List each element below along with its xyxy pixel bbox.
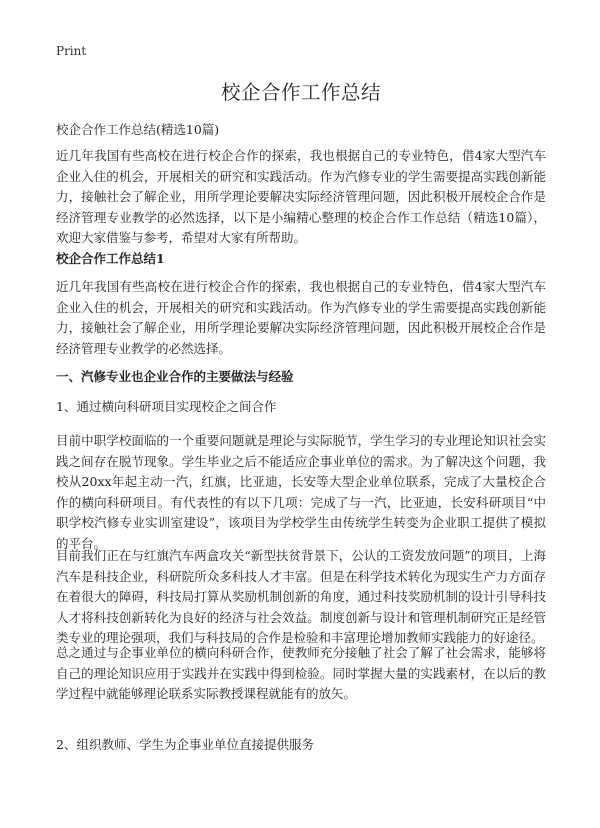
subheading-1: 1、通过横向科研项目实现校企之间合作 — [56, 399, 277, 414]
paragraph-c: 总之通过与企事业单位的横向科研合作，使教师充分接触了社会了解了社会需求，能够将自己的理论知识应用于实践并在实践中得到检验。同时掌握大量的实践素材，在以后的教学过程中就能够理论联系实际教授课程就能有的放矢。 — [56, 645, 546, 701]
print-link[interactable]: Print — [56, 44, 87, 58]
document-subtitle: 校企合作工作总结(精选10篇) — [56, 122, 220, 137]
section-1-title: 校企合作工作总结1 — [56, 251, 165, 266]
section-1-paragraph: 近几年我国有些高校在进行校企合作的探索，我也根据自己的专业特色，借4家大型汽车企业入住的机会，开展相关的研究和实践活动。作为汽修专业的学生需要提高实践创新能力，接触社会了解企业，用所学理论要解决实际经济管理问题，因此积极开展校企合作是经济管理专业教学的必然选择。 — [56, 279, 546, 356]
heading-1: 一、汽修专业也企业合作的主要做法与经验 — [56, 369, 294, 384]
subheading-2: 2、组织教师、学生为企事业单位直接提供服务 — [56, 737, 314, 752]
intro-paragraph: 近几年我国有些高校在进行校企合作的探索，我也根据自己的专业特色，借4家大型汽车企业入住的机会，开展相关的研究和实践活动。作为汽修专业的学生需要提高实践创新能力，接触社会了解企业，用所学理论要解决实际经济管理问题，因此积极开展校企合作是经济管理专业教学的必然选择，以下是小编精心整理的校企合作工作总结（精选10篇），欢迎大家借鉴与参考，希望对大家有所帮助。 — [56, 148, 546, 245]
paragraph-b: 目前我们正在与红旗汽车两盒攻关“新型扶贫背景下，公认的工资发放问题”的项目，上海汽车是科技企业，科研院所众多科技人才丰富。但是在科学技术转化为现实生产力方面存在着很大的障碍，科技局打算从奖励机制创新的角度，通过科技奖励机制的设计引导科技人才将科技创新转化为良好的经济与社会效益。制度创新与设计和管理机制研究正是经管类专业的理论强项，我们与科技局的合作是检验和丰富理论增加教师实践能力的好途径。 — [56, 548, 546, 645]
paragraph-a: 目前中职学校面临的一个重要问题就是理论与实际脱节，学生学习的专业理论知识社会实践之间存在脱节现象。学生毕业之后不能适应企事业单位的需求。为了解决这个问题，我校从20xx年起主动一汽，红旗，比亚迪，长安等大型企业单位联系，完成了大量校企合作的横向科研项目。有代表性的有以下几项：完成了与一汽，比亚迪，长安科研项目“中职学校汽修专业实训室建设”，该项目为学校学生由传统学生转变为企业职工提供了模拟的平台。 — [56, 433, 546, 551]
page-title: 校企合作工作总结 — [220, 81, 381, 104]
